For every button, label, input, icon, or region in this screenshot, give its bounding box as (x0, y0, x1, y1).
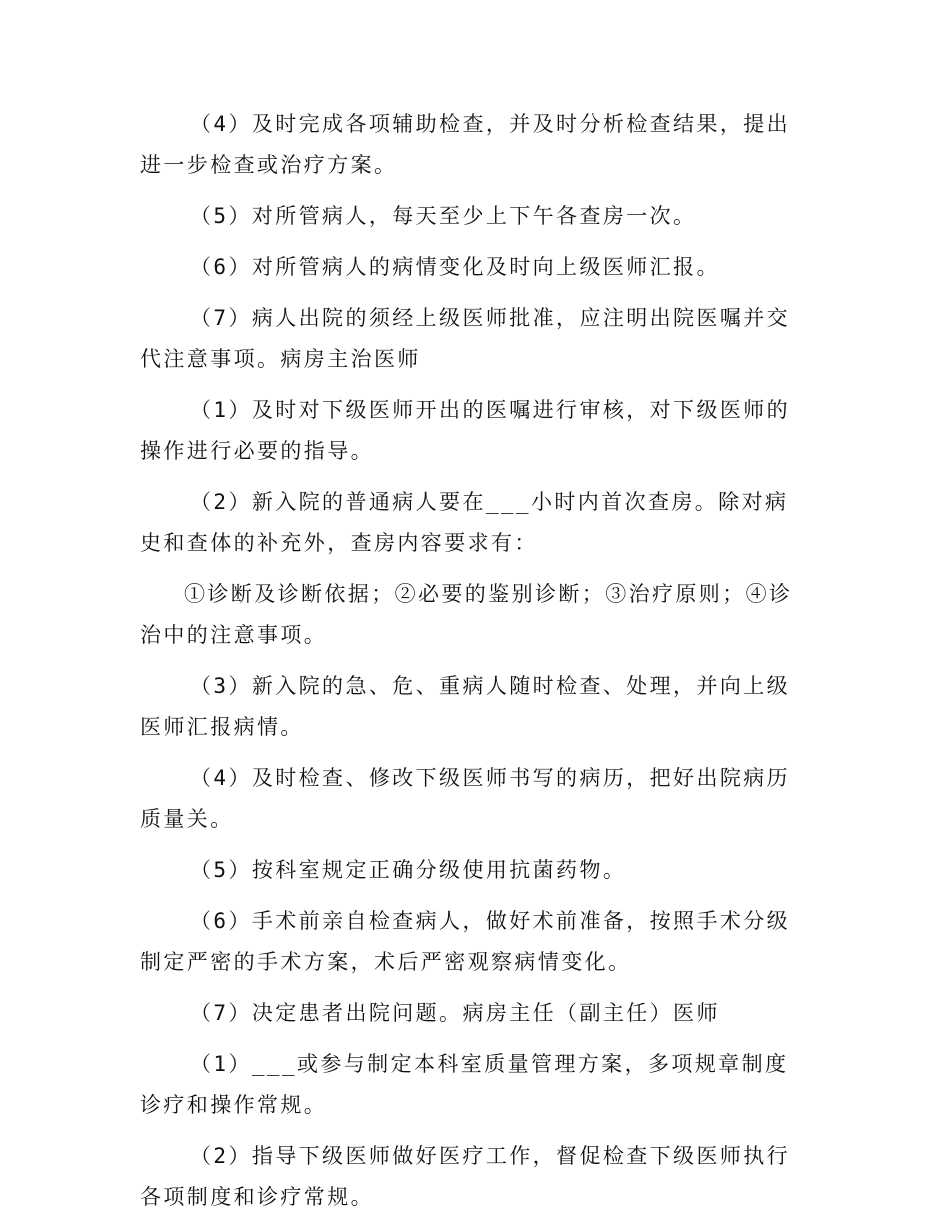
paragraph: （2）新入院的普通病人要在___小时内首次查房。除对病史和查体的补充外，查房内容要求有： (140, 490, 789, 555)
paragraph: （5）按科室规定正确分级使用抗菌药物。 (190, 858, 627, 882)
paragraph: （1）及时对下级医师开出的医嘱进行审核，对下级医师的操作进行必要的指导。 (140, 398, 791, 463)
paragraph: （4）及时完成各项辅助检查，并及时分析检查结果，提出进一步检查或治疗方案。 (140, 112, 791, 177)
paragraph: （3）新入院的急、危、重病人随时检查、处理，并向上级医师汇报病情。 (140, 674, 791, 739)
paragraph: （7）决定患者出院问题。病房主任（副主任）医师 (190, 1001, 720, 1025)
paragraph: ①诊断及诊断依据；②必要的鉴别诊断；③治疗原则；④诊治中的注意事项。 (140, 582, 793, 647)
paragraph: （2）指导下级医师做好医疗工作，督促检查下级医师执行各项制度和诊疗常规。 (140, 1144, 791, 1209)
paragraph: （4）及时检查、修改下级医师书写的病历，把好出院病历质量关。 (140, 766, 791, 831)
paragraph: （5）对所管病人，每天至少上下午各查房一次。 (190, 204, 697, 228)
paragraph: （1）___或参与制定本科室质量管理方案，多项规章制度诊疗和操作常规。 (140, 1052, 789, 1117)
paragraph: （7）病人出院的须经上级医师批准，应注明出院医嘱并交代注意事项。病房主治医师 (140, 306, 791, 371)
paragraph: （6）手术前亲自检查病人，做好术前准备，按照手术分级制定严密的手术方案，术后严密观察病情变化。 (140, 909, 791, 974)
paragraph: （6）对所管病人的病情变化及时向上级医师汇报。 (190, 255, 720, 279)
